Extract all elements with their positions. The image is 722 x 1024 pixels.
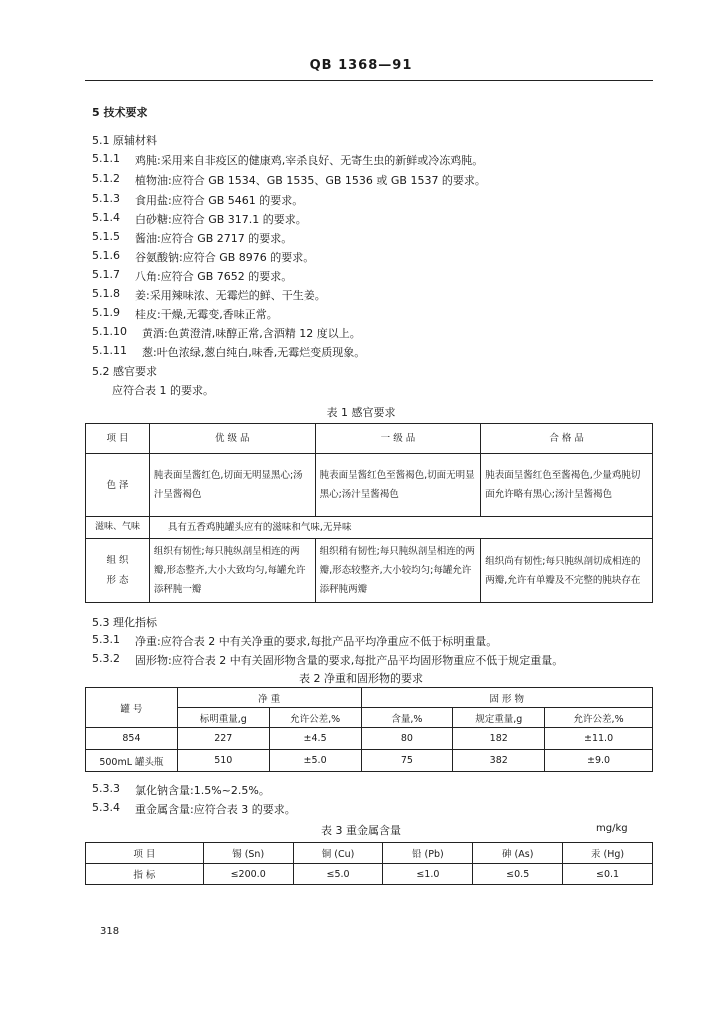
- header-cell: 铜 (Cu): [293, 843, 383, 864]
- sensory-table: [85, 423, 653, 603]
- section-5-1-title: 5.1 原辅材料: [92, 134, 157, 147]
- row-item: 滋味、气味: [86, 517, 150, 539]
- cell-first: 肫表面呈酱红色至酱褐色,切面无明显黑心;汤汁呈酱褐色: [315, 454, 481, 517]
- clause-text: 葱:叶色浓绿,葱白纯白,味香,无霉烂变质现象。: [142, 346, 366, 359]
- table-cell: ±4.5: [269, 728, 361, 750]
- clause-text: 姜:采用辣味浓、无霉烂的鲜、干生姜。: [135, 289, 326, 302]
- table-cell: 382: [453, 750, 545, 772]
- subheader-cell: 允许公差,%: [545, 708, 653, 728]
- table-cell: 854: [86, 728, 178, 750]
- clause-number: 5.1.2: [92, 172, 120, 185]
- header-cell: 锡 (Sn): [203, 843, 293, 864]
- table3-caption: 表 3 重金属含量: [321, 824, 401, 837]
- table-cell: 182: [453, 728, 545, 750]
- cell-excellent: 组织有韧性;每只肫纵剖呈相连的两瓣,形态整齐,大小大致均匀,每罐允许添秤肫一瓣: [149, 539, 315, 603]
- subheader-cell: 含量,%: [361, 708, 453, 728]
- table-row: [86, 539, 653, 603]
- table-row: [86, 517, 653, 539]
- header-solids: 固 形 物: [361, 688, 653, 708]
- table-cell: ±11.0: [545, 728, 653, 750]
- header-qualified: 合 格 品: [481, 424, 653, 454]
- header-cell: 铅 (Pb): [383, 843, 473, 864]
- header-first: 一 级 品: [315, 424, 481, 454]
- cell-merged: 具有五香鸡肫罐头应有的滋味和气味,无异味: [149, 517, 652, 539]
- clause-number: 5.1.6: [92, 249, 120, 262]
- table2-caption: 表 2 净重和固形物的要求: [299, 672, 423, 685]
- subheader-cell: 标明重量,g: [177, 708, 269, 728]
- section-5-2-text: 应符合表 1 的要求。: [112, 384, 214, 397]
- table-cell: ±5.0: [269, 750, 361, 772]
- clause-text: 重金属含量:应符合表 3 的要求。: [135, 803, 296, 816]
- subheader-cell: 规定重量,g: [453, 708, 545, 728]
- cell-excellent: 肫表面呈酱红色,切面无明显黑心;汤汁呈酱褐色: [149, 454, 315, 517]
- clause-number: 5.1.3: [92, 192, 120, 205]
- clause-text: 鸡肫:采用来自非疫区的健康鸡,宰杀良好、无寄生虫的新鲜或冷冻鸡肫。: [135, 154, 484, 167]
- table-row: [86, 728, 653, 750]
- page-number: 318: [100, 926, 120, 937]
- header-cell: 项 目: [86, 843, 204, 864]
- row-item: 色 泽: [86, 454, 150, 517]
- clause-number: 5.1.9: [92, 306, 120, 319]
- table-cell: 500mL 罐头瓶: [86, 750, 178, 772]
- clause-number: 5.1.5: [92, 230, 120, 243]
- clause-text: 酱油:应符合 GB 2717 的要求。: [135, 232, 293, 245]
- clause-text: 植物油:应符合 GB 1534、GB 1535、GB 1536 或 GB 1537 的要求。: [135, 174, 486, 187]
- table-header-row: [86, 688, 653, 708]
- header-rule: [85, 80, 653, 81]
- table-cell: 75: [361, 750, 453, 772]
- section-5-title: 5 技术要求: [92, 106, 148, 119]
- clause-text: 固形物:应符合表 2 中有关固形物含量的要求,每批产品平均固形物重应不低于规定重量。: [135, 654, 564, 667]
- section-5-2-title: 5.2 感官要求: [92, 365, 157, 378]
- clause-text: 氯化钠含量:1.5%~2.5%。: [135, 784, 270, 797]
- heavy-metal-table: [85, 842, 653, 885]
- header-excellent: 优 级 品: [149, 424, 315, 454]
- cell-qualified: 肫表面呈酱红色至酱褐色,少量鸡肫切面允许略有黑心;汤汁呈酱褐色: [481, 454, 653, 517]
- table-row: [86, 864, 653, 885]
- section-5-3-title: 5.3 理化指标: [92, 616, 157, 629]
- header-net-weight: 净 重: [177, 688, 361, 708]
- clause-number: 5.3.3: [92, 782, 120, 795]
- row-item: 组 织 形 态: [86, 539, 150, 603]
- table-cell: 指 标: [86, 864, 204, 885]
- document-number: QB 1368—91: [309, 58, 413, 73]
- clause-text: 净重:应符合表 2 中有关净重的要求,每批产品平均净重应不低于标明重量。: [135, 635, 498, 648]
- clause-number: 5.1.4: [92, 211, 120, 224]
- table-cell: ≤5.0: [293, 864, 383, 885]
- table3-unit: mg/kg: [596, 823, 628, 834]
- clause-text: 白砂糖:应符合 GB 317.1 的要求。: [135, 213, 307, 226]
- clause-text: 食用盐:应符合 GB 5461 的要求。: [135, 194, 304, 207]
- header-can-number: 罐 号: [86, 688, 178, 728]
- table-row: [86, 750, 653, 772]
- table-header-row: [86, 843, 653, 864]
- clause-number: 5.3.2: [92, 652, 120, 665]
- clause-text: 黄酒:色黄澄清,味醇正常,含酒精 12 度以上。: [142, 327, 361, 340]
- clause-text: 八角:应符合 GB 7652 的要求。: [135, 270, 293, 283]
- table-cell: 80: [361, 728, 453, 750]
- table-cell: 510: [177, 750, 269, 772]
- table-cell: 227: [177, 728, 269, 750]
- clause-text: 桂皮:干燥,无霉变,香味正常。: [135, 308, 278, 321]
- clause-number: 5.1.1: [92, 152, 120, 165]
- table-cell: ≤200.0: [203, 864, 293, 885]
- clause-number: 5.1.7: [92, 268, 120, 281]
- header-item: 项 目: [86, 424, 150, 454]
- clause-number: 5.1.10: [92, 325, 127, 338]
- header-cell: 汞 (Hg): [563, 843, 653, 864]
- table-cell: ±9.0: [545, 750, 653, 772]
- table1-caption: 表 1 感官要求: [326, 406, 396, 419]
- table-cell: ≤0.5: [473, 864, 563, 885]
- header-cell: 砷 (As): [473, 843, 563, 864]
- net-weight-table: [85, 687, 653, 772]
- table-row: [86, 454, 653, 517]
- subheader-cell: 允许公差,%: [269, 708, 361, 728]
- clause-number: 5.1.11: [92, 344, 127, 357]
- clause-number: 5.3.1: [92, 633, 120, 646]
- cell-qualified: 组织尚有韧性;每只肫纵剖切成相连的两瓣,允许有单瓣及不完整的肫块存在: [481, 539, 653, 603]
- table-cell: ≤1.0: [383, 864, 473, 885]
- clause-text: 谷氨酸钠:应符合 GB 8976 的要求。: [135, 251, 315, 264]
- table-cell: ≤0.1: [563, 864, 653, 885]
- clause-number: 5.3.4: [92, 801, 120, 814]
- cell-first: 组织稍有韧性;每只肫纵剖呈相连的两瓣,形态较整齐,大小较均匀;每罐允许添秤肫两瓣: [315, 539, 481, 603]
- clause-number: 5.1.8: [92, 287, 120, 300]
- table-header-row: [86, 424, 653, 454]
